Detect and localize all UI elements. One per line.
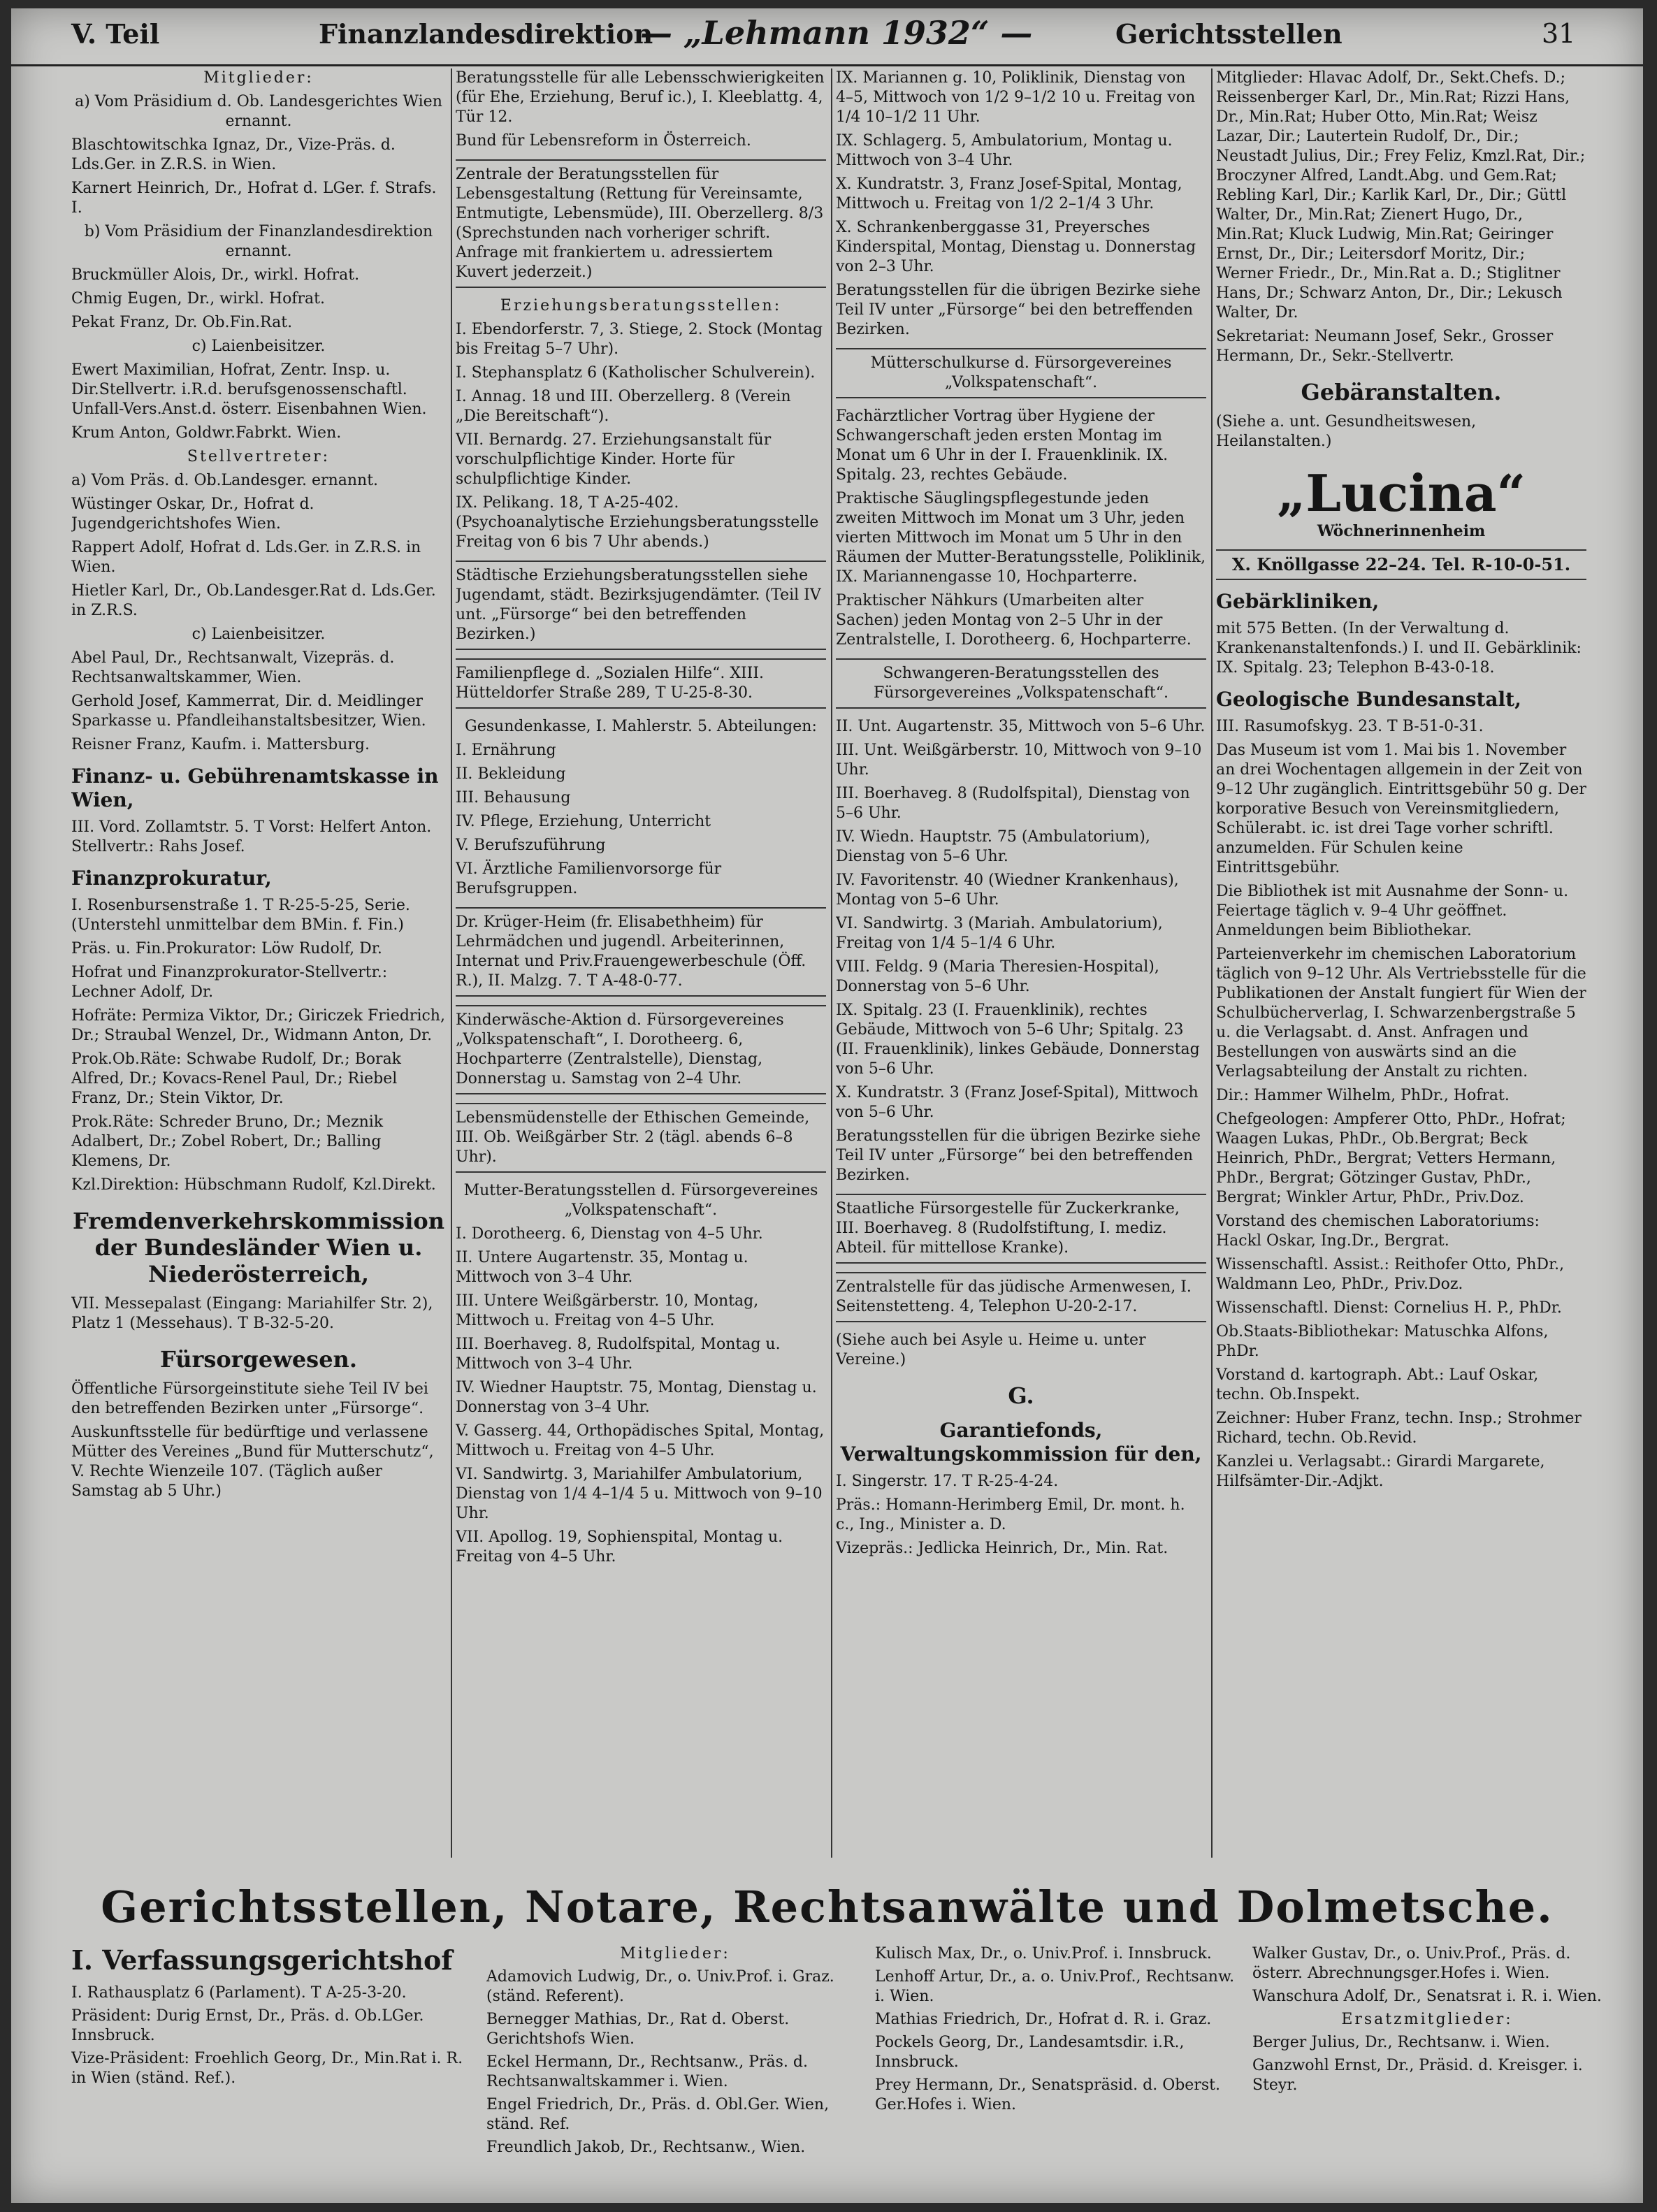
main-section-title: Gerichtsstellen, Notare, Rechtsanwälte und Dolmetsche. (101, 1881, 1554, 1932)
col2-item: I. Stephansplatz 6 (Katholischer Schulverein). (456, 364, 816, 382)
kasse-title: Finanz- u. Gebührenamtskasse in Wien, (71, 765, 439, 811)
garantie-item: Präs.: Homann-Herimberg Emil, Dr. mont. h. c., Ing., Minister a. D. (836, 1496, 1185, 1533)
col2-item: Lebensmüdenstelle der Ethischen Gemeinde, III. Ob. Weißgärber Str. 2 (tägl. abends 6–8 Uhr). (456, 1103, 826, 1173)
col4-item: Mitglieder: Hlavac Adolf, Dr., Sekt.Chefs. D.; Reissenberger Karl, Dr., Min.Rat; Rizzi Hans, Dr., Min.Rat; Huber Otto, Min.Rat; Weisz Lazar, Dir.; Lautertein Rudolf, Dr., Dir.; Neustadt Julius, Dir.; Frey Feliz, Kmzl.Rat, Dir.; Broczyner Alfred, Landt.Abg. und Gem.Rat; Rebling Karl, Dir.; Karlik Karl, Dr., Dir.; Güttl Walter, Dr., Min.Rat; Zienert Hugo, Dr., Min.Rat; Kluck Ludwig, Min.Rat; Geiringer Ernst, Dr., Dir.; Leitersdorf Moritz, Dir.; Werner Friedr., Dr., Min.Rat a. D.; Stiglitner Hans, Dr.; Schwarz Anton, Dr., Dir.; Lekusch Walter, Dr. (1216, 69, 1586, 321)
geo-item: Das Museum ist vom 1. Mai bis 1. November an drei Wochentagen allgemein in der Zeit von 9–12 Uhr zugänglich. Eintrittsgebühr 50 g. Der korporative Besuch von Vereinsmitgliedern, Schülerabt. ic. ist drei Tage vorher schriftl. anzumelden. Für Schulen keine Eintrittsgebühr. (1216, 742, 1586, 876)
col3-item: Staatliche Fürsorgestelle für Zuckerkranke, III. Boerhaveg. 8 (Rudolfstiftung, I. mediz. Abteil. für mittellose Kranke). (836, 1194, 1206, 1264)
part-label: V. Teil (71, 18, 160, 50)
col2-item: I. Ebendorferstr. 7, 3. Stiege, 2. Stock (Montag bis Freitag 5–7 Uhr). (456, 321, 823, 358)
court-title: I. Verfassungsgerichtshof (71, 1944, 453, 1976)
col2-item: VII. Bernardg. 27. Erziehungsanstalt für vorschulpflichtige Kinder. Horte für schulpflichtige Kinder. (456, 431, 772, 488)
col2-item: Gesundenkasse, I. Mahlerstr. 5. Abteilungen: (465, 718, 817, 735)
court-member: Berger Julius, Dr., Rechtsanw. i. Wien. (1252, 2034, 1550, 2051)
col2-item: V. Gasserg. 44, Orthopädisches Spital, Montag, Mittwoch u. Freitag von 4–5 Uhr. (456, 1422, 825, 1459)
col2-item: Städtische Erziehungsberatungsstellen siehe Jugendamt, städt. Bezirksjugendämter. (Teil IV unt. „Fürsorge“ bei den betreffenden Bezirken.) (456, 561, 826, 650)
court-member: Bernegger Mathias, Dr., Rat d. Oberst. Gerichtshofs Wien. (486, 2011, 790, 2048)
newspaper-page (11, 8, 1643, 2203)
court-member: Freundlich Jakob, Dr., Rechtsanw., Wien. (486, 2139, 806, 2156)
column-4 (1216, 68, 1586, 1865)
court-member: Eckel Hermann, Dr., Rechtsanw., Präs. d. Rechtsanwaltskammer i. Wien. (486, 2053, 808, 2090)
prokuratur-item: Prok.Ob.Räte: Schwabe Rudolf, Dr.; Borak Alfred, Dr.; Kovacs-Renel Paul, Dr.; Riebel Franz, Dr.; Stein Viktor, Dr. (71, 1050, 402, 1107)
court-member: Engel Friedrich, Dr., Präs. d. Obl.Ger. Wien, ständ. Ref. (486, 2096, 830, 2133)
prokuratur-item: Hofrat und Finanzprokurator-Stellvertr.: Lechner Adolf, Dr. (71, 964, 388, 1001)
col1-item: a) Vom Präs. d. Ob.Landesger. ernannt. (71, 472, 379, 489)
col2-item: IX. Pelikang. 18, T A-25-402. (Psychoanalytische Erziehungsberatungsstelle Freitag von 6 bis 7 Uhr abends.) (456, 494, 819, 551)
col1-item: Krum Anton, Goldwr.Fabrkt. Wien. (71, 424, 342, 442)
klinik-title: Gebärkliniken, (1216, 590, 1380, 613)
col3-item: X. Schrankenberggasse 31, Preyersches Kinderspital, Montag, Dienstag u. Donnerstag von 2–3 Uhr. (836, 219, 1196, 275)
geo-item: Parteienverkehr im chemischen Laboratorium täglich von 9–12 Uhr. Als Vertriebsstelle für die Publikationen der Anstalt fungiert für Wien der Schulbücherverlag, I. Schwarzenbergstraße 5 u. die Verlagsabt. d. Anst. Anfragen und Bestellungen von auswärts sind an die Verlagsabteilung der Anstalt zu richten. (1216, 946, 1586, 1080)
geo-item: III. Rasumofskyg. 23. T B-51-0-31. (1216, 718, 1484, 735)
col2-item: IV. Wiedner Hauptstr. 75, Montag, Dienstag u. Donnerstag von 3–4 Uhr. (456, 1379, 817, 1416)
col2-item: III. Untere Weißgärberstr. 10, Montag, Mittwoch u. Freitag von 4–5 Uhr. (456, 1292, 759, 1329)
col3-item: X. Kundratstr. 3 (Franz Josef-Spital), Mittwoch von 5–6 Uhr. (836, 1084, 1199, 1121)
publication-title: — „Lehmann 1932“ — (640, 14, 1033, 52)
page-header (11, 8, 1643, 66)
court-member: Pockels Georg, Dr., Landesamtsdir. i.R., Innsbruck. (875, 2034, 1185, 2071)
col3-item: Schwangeren-Beratungsstellen des Fürsorgevereines „Volkspatenschaft“. (836, 658, 1206, 709)
court-member: Kulisch Max, Dr., o. Univ.Prof. i. Innsbruck. (875, 1945, 1212, 1962)
col2-item: Mutter-Beratungsstellen d. Fürsorgevereines „Volkspatenschaft“. (463, 1182, 818, 1219)
geo-item: Die Bibliothek ist mit Ausnahme der Sonn- u. Feiertage täglich v. 9–4 Uhr geöffnet. Anmeldungen beim Bibliothekar. (1216, 883, 1569, 939)
col3-item: VI. Sandwirtg. 3 (Mariah. Ambulatorium), Freitag von 1/4 5–1/4 6 Uhr. (836, 915, 1163, 952)
court-member: Mitglieder: (620, 1945, 730, 1962)
garantie-title: Garantiefonds, Verwaltungskommission für den, (840, 1419, 1202, 1466)
col1-item: Mitglieder: (203, 69, 314, 87)
geo-title: Geologische Bundesanstalt, (1216, 688, 1521, 711)
bottom-column-2 (486, 1944, 864, 2196)
col1-item: c) Laienbeisitzer. (191, 338, 326, 355)
col2-item: VI. Sandwirtg. 3, Mariahilfer Ambulatorium, Dienstag von 1/4 4–1/4 5 u. Mittwoch von 9–10 Uhr. (456, 1466, 823, 1522)
col1-item: Ewert Maximilian, Hofrat, Zentr. Insp. u. Dir.Stellvertr. i.R.d. berufsgenossenschaftl. Unfall-Vers.Anst.d. österr. Eisenbahnen Wien. (71, 361, 427, 418)
section-letter: G. (1008, 1382, 1034, 1409)
kasse-text: III. Vord. Zollamtstr. 5. T Vorst: Helfert Anton. Stellvertr.: Rahs Josef. (71, 818, 432, 855)
geo-item: Zeichner: Huber Franz, techn. Insp.; Strohmer Richard, techn. Ob.Revid. (1216, 1410, 1582, 1447)
lucina-title: „Lucina“ (1277, 463, 1526, 523)
page-number: 31 (1542, 18, 1576, 49)
court-member: Walker Gustav, Dr., o. Univ.Prof., Präs. d. österr. Abrechnungsger.Hofes i. Wien. (1252, 1945, 1571, 1982)
section-title-left: Finanzlandesdirektion (319, 18, 653, 50)
lucina-subtitle: Wöchnerinnenheim (1317, 522, 1486, 540)
geo-item: Chefgeologen: Ampferer Otto, PhDr., Hofrat; Waagen Lukas, PhDr., Ob.Bergrat; Beck Heinrich, PhDr., Bergrat; Vetters Hermann, PhDr., Bergrat; Götzinger Gustav, PhDr., Bergrat; Winkler Artur, PhDr., Priv.Doz. (1216, 1111, 1566, 1206)
geo-item: Ob.Staats-Bibliothekar: Matuschka Alfons, PhDr. (1216, 1323, 1549, 1360)
col3-item: Zentralstelle für das jüdische Armenwesen, I. Seitenstetteng. 4, Telephon U-20-2-17. (836, 1272, 1206, 1322)
col3-item: IX. Spitalg. 23 (I. Frauenklinik), rechtes Gebäude, Mittwoch von 5–6 Uhr; Spitalg. 23 (II. Frauenklinik), linkes Gebäude, Donnerstag von 5–6 Uhr. (836, 1002, 1200, 1078)
col2-item: Kinderwäsche-Aktion d. Fürsorgevereines „Volkspatenschaft“, I. Dorotheerg. 6, Hochparterre (Zentralstelle), Dienstag, Donnerstag u. Samstag von 2–4 Uhr. (456, 1005, 826, 1094)
col1-item: Gerhold Josef, Kammerrat, Dir. d. Meidlinger Sparkasse u. Pfandleihanstaltsbesitzer, Wien. (71, 693, 426, 730)
gebaer-note: (Siehe a. unt. Gesundheitswesen, Heilanstalten.) (1216, 413, 1477, 450)
bottom-column-3 (875, 1944, 1238, 2196)
geo-item: Wissenschaftl. Dienst: Cornelius H. P., PhDr. (1216, 1299, 1562, 1317)
geo-item: Vorstand d. kartograph. Abt.: Lauf Oskar, techn. Ob.Inspekt. (1216, 1366, 1539, 1403)
geo-item: Kanzlei u. Verlagsabt.: Girardi Margarete, Hilfsämter-Dir.-Adjkt. (1216, 1453, 1545, 1490)
col2-item: Beratungsstelle für alle Lebensschwierigkeiten (für Ehe, Erziehung, Beruf ic.), I. Kleeblattg. 4, Tür 12. (456, 69, 825, 126)
col2-item: I. Ernährung (456, 742, 556, 759)
fremdenverkehr-text: VII. Messepalast (Eingang: Mariahilfer Str. 2), Platz 1 (Messehaus). T B-32-5-20. (71, 1295, 433, 1332)
col2-item: Erziehungsberatungsstellen: (500, 297, 782, 315)
col1-item: Pekat Franz, Dr. Ob.Fin.Rat. (71, 314, 293, 331)
court-item: Vize-Präsident: Froehlich Georg, Dr., Min.Rat i. R. in Wien (ständ. Ref.). (71, 2050, 463, 2087)
col1-item: a) Vom Präsidium d. Ob. Landesgerichtes Wien ernannt. (75, 93, 442, 130)
court-item: Präsident: Durig Ernst, Dr., Präs. d. Ob.LGer. Innsbruck. (71, 2007, 424, 2044)
prokuratur-item: Kzl.Direktion: Hübschmann Rudolf, Kzl.Direkt. (71, 1176, 436, 1194)
prokuratur-item: Hofräte: Permiza Viktor, Dr.; Giriczek Friedrich, Dr.; Straubal Wenzel, Dr., Widmann Anton, Dr. (71, 1007, 445, 1044)
col3-item: Fachärztlicher Vortrag über Hygiene der Schwangerschaft jeden ersten Montag im Monat um 6 Uhr in der I. Frauenklinik. IX. Spitalg. 23, rechtes Gebäude. (836, 407, 1168, 484)
col1-item: Reisner Franz, Kaufm. i. Mattersburg. (71, 736, 370, 753)
col3-item: IX. Mariannen g. 10, Poliklinik, Dienstag von 4–5, Mittwoch von 1/2 9–1/2 10 u. Freitag von 1/4 10–1/2 11 Uhr. (836, 69, 1196, 126)
column-divider (451, 68, 452, 1858)
col2-item: VII. Apollog. 19, Sophienspital, Montag u. Freitag von 4–5 Uhr. (456, 1528, 783, 1566)
col2-item: I. Annag. 18 und III. Oberzellerg. 8 (Verein „Die Bereitschaft“). (456, 388, 791, 425)
col3-item: Mütterschulkurse d. Fürsorgevereines „Volkspatenschaft“. (836, 348, 1206, 398)
court-member: Mathias Friedrich, Dr., Hofrat d. R. i. Graz. (875, 2011, 1212, 2028)
col1-item: Rappert Adolf, Hofrat d. Lds.Ger. in Z.R.S. in Wien. (71, 539, 421, 576)
col2-item: Bund für Lebensreform in Österreich. (456, 132, 751, 150)
col4-item: Sekretariat: Neumann Josef, Sekr., Grosser Hermann, Dr., Sekr.-Stellvertr. (1216, 328, 1554, 365)
lucina-address: X. Knöllgasse 22–24. Tel. R-10-0-51. (1216, 549, 1586, 580)
column-divider (1211, 68, 1213, 1858)
col2-item: Zentrale der Beratungsstellen für Lebensgestaltung (Rettung für Vereinsamte, Entmutigte, Lebensmüde), III. Oberzellerg. 8/3 (Sprechstunden nach vorheriger schrift. Anfrage mit frankiertem u. adressiertem Kuvert jederzeit.) (456, 159, 826, 288)
fuersorge-item: Öffentliche Fürsorgeinstitute siehe Teil IV bei den betreffenden Bezirken unter „Fürsorge“. (71, 1380, 428, 1417)
col1-item: Blaschtowitschka Ignaz, Dr., Vize-Präs. d. Lds.Ger. in Z.R.S. in Wien. (71, 136, 396, 173)
column-2 (456, 68, 826, 1865)
col3-item: Beratungsstellen für die übrigen Bezirke siehe Teil IV unter „Fürsorge“ bei den betreffenden Bezirken. (836, 282, 1201, 338)
col1-item: Wüstinger Oskar, Dr., Hofrat d. Jugendgerichtshofes Wien. (71, 496, 314, 533)
col1-item: Abel Paul, Dr., Rechtsanwalt, Vizepräs. d. Rechtsanwaltskammer, Wien. (71, 649, 395, 686)
column-3 (836, 68, 1206, 1865)
court-member: Prey Hermann, Dr., Senatspräsid. d. Oberst. Ger.Hofes i. Wien. (875, 2076, 1220, 2113)
prokuratur-title: Finanzprokuratur, (71, 867, 272, 890)
col3-item: IX. Schlagerg. 5, Ambulatorium, Montag u. Mittwoch von 3–4 Uhr. (836, 132, 1173, 169)
col2-item: Familienpflege d. „Sozialen Hilfe“. XIII. Hütteldorfer Straße 289, T U-25-8-30. (456, 658, 826, 709)
garantie-item: I. Singerstr. 17. T R-25-4-24. (836, 1473, 1059, 1490)
fuersorge-title: Fürsorgewesen. (160, 1346, 357, 1373)
col2-item: III. Boerhaveg. 8, Rudolfspital, Montag u. Mittwoch von 3–4 Uhr. (456, 1336, 781, 1373)
court-member: Lenhoff Artur, Dr., a. o. Univ.Prof., Rechtsanw. i. Wien. (875, 1968, 1235, 2005)
col2-item: VI. Ärztliche Familienvorsorge für Berufsgruppen. (456, 860, 722, 897)
klinik-text: mit 575 Betten. (In der Verwaltung d. Krankenanstaltenfonds.) I. und II. Gebärklinik: IX. Spitalg. 23; Telephon B-43-0-18. (1216, 620, 1582, 677)
bottom-column-4 (1252, 1944, 1602, 2196)
garantie-item: Vizepräs.: Jedlicka Heinrich, Dr., Min. Rat. (836, 1540, 1168, 1557)
geo-item: Wissenschaftl. Assist.: Reithofer Otto, PhDr., Waldmann Leo, PhDr., Priv.Doz. (1216, 1256, 1565, 1293)
court-member: Ersatzmitglieder: (1341, 2011, 1513, 2028)
court-member: Ganzwohl Ernst, Dr., Präsid. d. Kreisger. i. Steyr. (1252, 2057, 1583, 2094)
prokuratur-item: Prok.Räte: Schreder Bruno, Dr.; Meznik Adalbert, Dr.; Zobel Robert, Dr.; Balling Klemens, Dr. (71, 1113, 384, 1170)
col2-item: I. Dorotheerg. 6, Dienstag von 4–5 Uhr. (456, 1225, 763, 1243)
court-member: Wanschura Adolf, Dr., Senatsrat i. R. i. Wien. (1252, 1988, 1602, 2005)
gebaer-title: Gebäranstalten. (1301, 379, 1502, 405)
col1-item: c) Laienbeisitzer. (191, 626, 326, 643)
col3-item: (Siehe auch bei Asyle u. Heime u. unter Vereine.) (836, 1331, 1146, 1368)
col1-item: Karnert Heinrich, Dr., Hofrat d. LGer. f. Strafs. I. (71, 180, 437, 217)
column-1 (71, 68, 446, 1865)
col1-item: Stellvertreter: (187, 448, 331, 465)
col2-item: II. Bekleidung (456, 765, 566, 783)
col2-item: II. Untere Augartenstr. 35, Montag u. Mittwoch von 3–4 Uhr. (456, 1249, 748, 1286)
prokuratur-item: I. Rosenbursenstraße 1. T R-25-5-25, Serie. (Unterstehl unmittelbar dem BMin. f. Fin.) (71, 897, 410, 934)
section-title-right: Gerichtsstellen (1115, 18, 1343, 50)
col3-item: Praktische Säuglingspflegestunde jeden zweiten Mittwoch im Monat um 3 Uhr, jeden vierten Mittwoch im Monat um 5 Uhr in den Räumen der Mutter-Beratungsstelle, Poliklinik, IX. Mariannengasse 10, Hochparterre. (836, 490, 1206, 586)
col1-item: Hietler Karl, Dr., Ob.Landesger.Rat d. Lds.Ger. in Z.R.S. (71, 582, 436, 619)
fuersorge-item: Auskunftsstelle für bedürftige und verlassene Mütter des Vereines „Bund für Mutterschutz“, V. Rechte Wienzeile 107. (Täglich außer Samstag ab 5 Uhr.) (71, 1424, 434, 1500)
col3-item: IV. Favoritenstr. 40 (Wiedner Krankenhaus), Montag von 5–6 Uhr. (836, 872, 1179, 909)
col3-item: Beratungsstellen für die übrigen Bezirke siehe Teil IV unter „Fürsorge“ bei den betreffenden Bezirken. (836, 1127, 1201, 1184)
col2-item: V. Berufszuführung (456, 837, 606, 854)
col1-item: b) Vom Präsidium der Finanzlandesdirektion ernannt. (84, 223, 433, 260)
col3-item: II. Unt. Augartenstr. 35, Mittwoch von 5–6 Uhr. (836, 718, 1206, 735)
col3-item: III. Unt. Weißgärberstr. 10, Mittwoch von 9–10 Uhr. (836, 742, 1202, 779)
col3-item: IV. Wiedn. Hauptstr. 75 (Ambulatorium), Dienstag von 5–6 Uhr. (836, 828, 1150, 865)
court-member: Adamovich Ludwig, Dr., o. Univ.Prof. i. Graz. (ständ. Referent). (486, 1968, 834, 2005)
column-divider (831, 68, 832, 1858)
court-item: I. Rathausplatz 6 (Parlament). T A-25-3-20. (71, 1984, 407, 2002)
col2-item: IV. Pflege, Erziehung, Unterricht (456, 813, 711, 830)
prokuratur-item: Präs. u. Fin.Prokurator: Löw Rudolf, Dr. (71, 940, 382, 957)
col3-item: VIII. Feldg. 9 (Maria Theresien-Hospital), Donnerstag von 5–6 Uhr. (836, 958, 1159, 995)
geo-item: Vorstand des chemischen Laboratoriums: Hackl Oskar, Ing.Dr., Bergrat. (1216, 1213, 1540, 1250)
col2-item: III. Behausung (456, 789, 571, 807)
col3-item: Praktischer Nähkurs (Umarbeiten alter Sachen) jeden Montag von 2–5 Uhr in der Zentralstelle, I. Dorotheerg. 6, Hochparterre. (836, 592, 1192, 649)
geo-item: Dir.: Hammer Wilhelm, PhDr., Hofrat. (1216, 1087, 1510, 1104)
col1-item: Bruckmüller Alois, Dr., wirkl. Hofrat. (71, 266, 360, 284)
bottom-column-1 (71, 1944, 477, 2196)
col1-item: Chmig Eugen, Dr., wirkl. Hofrat. (71, 290, 325, 308)
col3-item: X. Kundratstr. 3, Franz Josef-Spital, Montag, Mittwoch u. Freitag von 1/2 2–1/4 3 Uhr. (836, 175, 1182, 212)
col2-item: Dr. Krüger-Heim (fr. Elisabethheim) für Lehrmädchen und jugendl. Arbeiterinnen, Internat und Priv.Frauengewerbeschule (Öff. R.), II. Malzg. 7. T A-48-0-77. (456, 907, 826, 997)
fremdenverkehr-title: Fremdenverkehrskommission der Bundesländer Wien u. Niederösterreich, (73, 1208, 444, 1287)
col3-item: III. Boerhaveg. 8 (Rudolfspital), Dienstag von 5–6 Uhr. (836, 785, 1190, 822)
